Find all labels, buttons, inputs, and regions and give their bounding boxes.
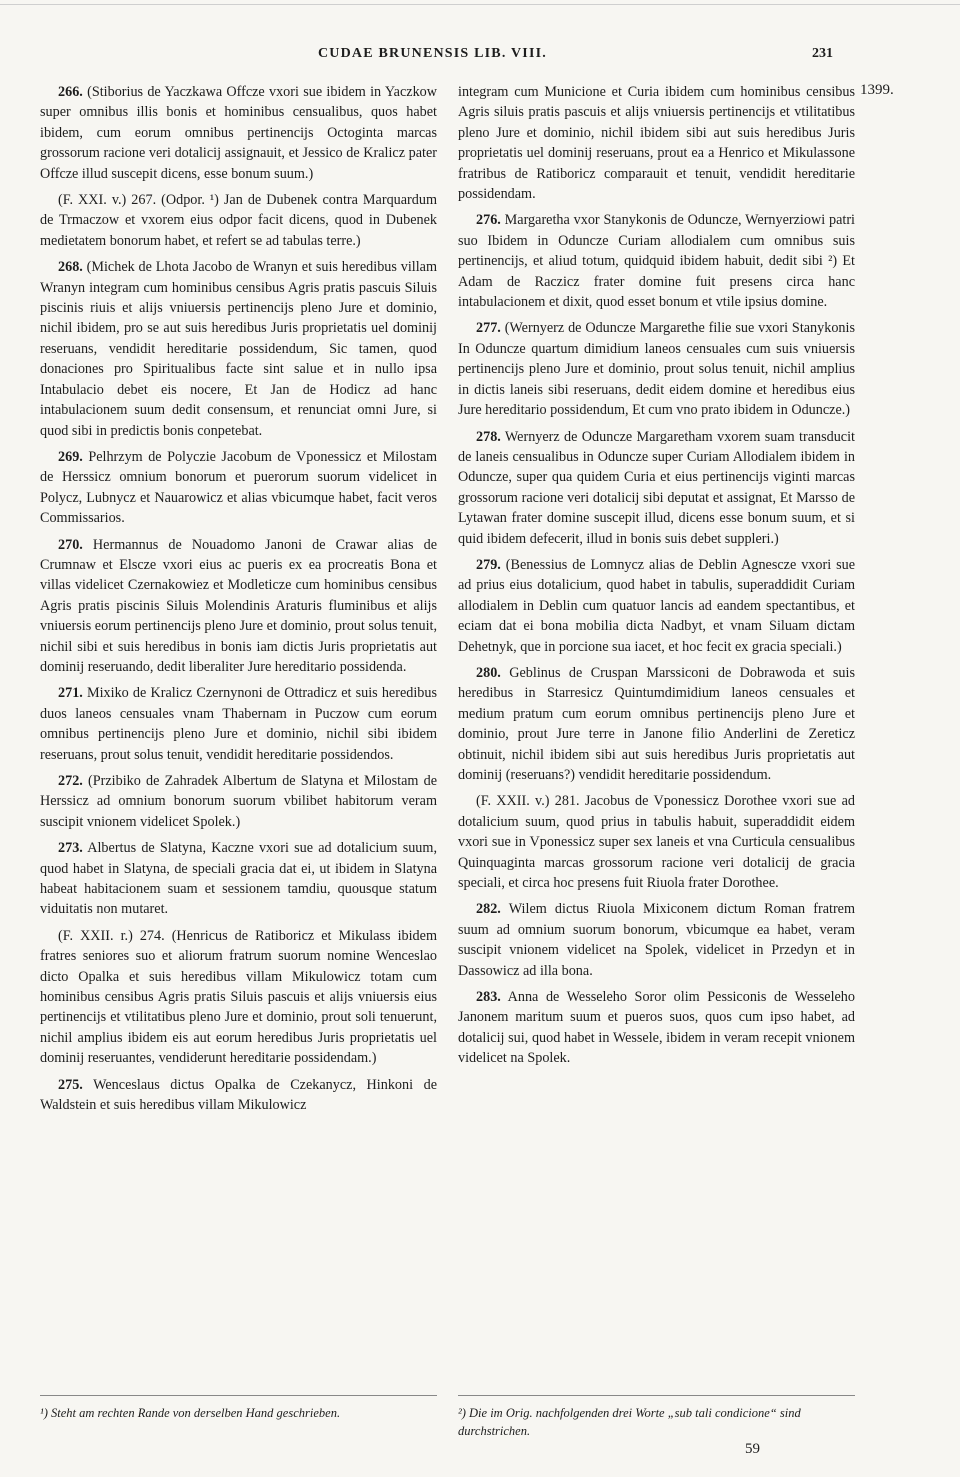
entry-paragraph bbox=[458, 987, 855, 1069]
entry-text: Wernyerz de Oduncze Margaretham vxorem suam transducit de laneis censualibus in Oduncze super Curiam Allodialem ibidem in Oduncze, super qua quidem Curia et eius pertinencijs viginti marcas grossorum racione veri dotalicij sibi deputat et assignat, Et Marsso de Lytawan frater domine suscepit illud, dicens esse bonum suum, et si quid ibidem defecerit, illud in bonis suis debet suppleri.) bbox=[458, 428, 855, 547]
entry-paragraph bbox=[458, 427, 855, 549]
entry-number: 280. bbox=[476, 664, 501, 681]
entry-paragraph bbox=[458, 210, 855, 312]
entry-text: (Benessius de Lomnycz alias de Deblin Agnescze vxori sue ad prius eius dotalicium, quod habet in tabulis, superaddidit Curiam allodialem in Deblin cum quatuor lancis ad eandem spectantibus, et eciam dat ei bona mobilia dicta Nadbyt, et vnam Siluam dictam Dehetnyk, que in porcione sua iacet, et hoc fecit ex gracia speciali.) bbox=[458, 556, 855, 655]
entry-text: Geblinus de Cruspan Marssiconi de Dobrawoda et suis heredibus in Starresicz Quintumdimidium laneos censuales et medium pratum cum eorum omnibus pertinencijs pleno Jure et dominio, prout Jure terre in Janone filio Anderlini de Zereticz obtinuit, nichil ibidem sibi aut suis heredibus Juris proprietatis aut dominij (reseruans?) vendidit hereditarie possidendum. bbox=[458, 664, 855, 783]
entry-paragraph bbox=[40, 82, 437, 184]
entry-text: Albertus de Slatyna, Kaczne vxori sue ad dotalicium suum, quod habet in Slatyna, de speciali gracia dat ei, ut ibidem in Slatyna habeat habitacionem suam et sessionem tamdiu, quousque statum viduitatis non mutaret. bbox=[40, 840, 437, 918]
left-column bbox=[40, 82, 437, 1122]
entry-number: 268. bbox=[58, 259, 83, 276]
entry-text: integram cum Municione et Curia ibidem cum hominibus censibus Agris siluis pratis pascuis et alijs vniuersis pertinencijs et vtilitatibus pleno Jure et dominio, nichil ibidem sibi aut suis heredibus Juris proprietatis uel dominij reseruans, prout ea a Henrico et Mikulassone fratribus de Ratiboricz comparauit et tenuit, vendidit hereditarie possidendam. bbox=[458, 84, 855, 203]
footnote-divider-right bbox=[458, 1395, 855, 1396]
entry-paragraph bbox=[458, 82, 855, 204]
entry-text: (F. XXII. r.) 274. (Henricus de Ratiboricz et Mikulass ibidem fratres seniores suo et aliorum fratrum suorum nomine Wenceslao dicto Opalka et suis heredibus villam Mikulowicz totam cum hominibus censibus Agris pratis Siluis pascuis et alijs vniuersis eius pertinencijs et vtilitatibus pleno Jure et dominio, prout soli tenuerunt, nichil amplius ibidem eis aut eorum heredibus Juris proprietatis uel dominij reseruantes, vendiderunt hereditarie possidendam.) bbox=[40, 927, 437, 1067]
entry-paragraph bbox=[40, 926, 437, 1069]
entry-paragraph bbox=[40, 683, 437, 765]
entry-paragraph bbox=[40, 771, 437, 832]
entry-text: Anna de Wesseleho Soror olim Pessiconis de Wesseleho Janonem maritum suum et pueros suos, quos cum ipso habet, ad dotalicij sui, quod habet in Wessele, ibidem in veram recepit vnionem videlicet na Spolek. bbox=[458, 989, 855, 1067]
entry-text: Margaretha vxor Stanykonis de Oduncze, Wernyerziowi patri suo Ibidem in Oduncze Curiam allodialem cum omnibus suis pertinencijs, et aliud totum, quidquid ibidem habuit, dedit sibi ²) Et Adam de Raczicz frater domine fuit presens circa hanc intabulacionem et dixit, quod esset bonum et vtile ipsius domine. bbox=[458, 212, 855, 311]
entry-number: 266. bbox=[58, 84, 83, 100]
running-title: CUDAE BRUNENSIS LIB. VIII. bbox=[318, 46, 547, 61]
page-number: 231 bbox=[812, 46, 833, 61]
entry-number: 275. bbox=[58, 1076, 83, 1093]
entry-text: (Michek de Lhota Jacobo de Wranyn et suis heredibus villam Wranyn integram cum hominibus censibus Agris pratis pascuis Siluis piscinis riuis et alijs vniuersis pertinencijs pleno Jure et dominio, nichil ibidem, pro se aut suis heredibus Juris proprietatis uel dominij reseruans, vendidit hereditarie possidendum, Sic tamen, quod donaciones pro Spiritualibus facte sint salue et in nullo ipsa Intabulacio debet eis nocere, Et Jan de Hodicz ad hanc intabulacionem suum dedit consensum, et renunciat omni Jure, si quod sibi in predictis bonis conpetebat. bbox=[40, 259, 437, 439]
entry-paragraph bbox=[458, 555, 855, 657]
footnote-divider-left bbox=[40, 1395, 437, 1396]
right-column bbox=[458, 82, 855, 1075]
margin-year: 1399. bbox=[860, 82, 894, 98]
entry-paragraph bbox=[458, 791, 855, 893]
entry-number: 272. bbox=[58, 773, 83, 789]
top-border-line bbox=[0, 4, 960, 5]
entry-paragraph bbox=[40, 447, 437, 529]
signature-mark: 59 bbox=[745, 1441, 760, 1457]
entry-text: (Stiborius de Yaczkawa Offcze vxori sue ibidem in Yaczkow super omnibus illis bonis et hominibus censualibus, quos habet ibidem, cum eorum omnibus pertinencijs Octoginta marcas grossorum racione veri dotalicij assignauit, et Jessico de Kralicz pater Offcze illud suscepit dicens, esse bonum suum.) bbox=[40, 84, 437, 182]
entry-number: 271. bbox=[58, 685, 83, 702]
entry-text: (F. XXI. v.) 267. (Odpor. ¹) Jan de Dubenek contra Marquardum de Trmaczow et vxorem eius odpor facit dicens, quod in Dubenek medietatem bonorum habet, et refert se ad tabulas terre.) bbox=[40, 192, 437, 249]
entry-text: Wenceslaus dictus Opalka de Czekanycz, Hinkoni de Waldstein et suis heredibus villam Mikulowicz bbox=[40, 1076, 437, 1114]
entry-paragraph bbox=[40, 1075, 437, 1116]
entry-text: (Wernyerz de Oduncze Margarethe filie sue vxori Stanykonis In Oduncze quartum dimidium laneos censuales cum suis vniuersis pertinencijs pleno Jure et dominio, prout solus tenuit, nichil amplius in dictis laneis sibi reseruans, dedit eidem domine et heredibus eius Jure hereditario possidendum, Et cum vno prato ibidem in Oduncze.) bbox=[458, 320, 855, 419]
footnote-2: ²) Die im Orig. nachfolgenden drei Worte „sub tali condicione“ sind durchstrichen. bbox=[458, 1406, 801, 1438]
entry-number: 278. bbox=[476, 428, 501, 445]
entry-text: Mixiko de Kralicz Czernynoni de Ottradicz et suis heredibus duos laneos censuales vnam Thabernam in Puczow cum eorum omnibus pertinencijs pleno Jure et dominio, nichil sibi ibidem reseruans, prout solus tenuit, vendidit hereditarie possidendos. bbox=[40, 685, 437, 763]
entry-paragraph bbox=[458, 663, 855, 785]
entry-paragraph bbox=[458, 899, 855, 981]
entry-text: (Przibiko de Zahradek Albertum de Slatyna et Milostam de Herssicz ad omnium bonorum suorum vbilibet habitorum veram suscipit vnionem videlicet Spolek.) bbox=[40, 773, 437, 830]
entry-number: 270. bbox=[58, 536, 83, 553]
entry-text: Wilem dictus Riuola Mixiconem dictum Roman fratrem suum ad omnium suorum bonorum, vbicumque ea habet, veram suscipit vnionem videlicet na Spolek, videlicet in Przedyn et in Dassowicz ad illa bona. bbox=[458, 901, 855, 979]
entry-paragraph bbox=[40, 838, 437, 920]
entry-number: 276. bbox=[476, 212, 501, 229]
entry-text: Pelhrzym de Polyczie Jacobum de Vponessicz et Milostam de Herssicz omnium bonorum et puerorum suorum videlicet in Polycz, Lubnycz et Nauarowicz et alias vbicumque habet, facit veros Commissarios. bbox=[40, 448, 437, 527]
entry-number: 277. bbox=[476, 320, 501, 337]
entry-paragraph bbox=[40, 257, 437, 441]
entry-paragraph bbox=[40, 190, 437, 251]
entry-number: 273. bbox=[58, 840, 83, 857]
entry-paragraph bbox=[40, 535, 437, 678]
entry-paragraph bbox=[458, 318, 855, 420]
entry-text: Hermannus de Nouadomo Janoni de Crawar alias de Crumnaw et Elscze vxori eius ac pueris ex ea procreatis Bona et villas videlicet Czernakowiez et Modleticze cum hominibus censibus Agris pratis piscinis Siluis Molendinis Araturis fluminibus et alijs vniuersis eorum pertinencijs pleno Jure et dominio, prout solus tenuit, nichil sibi et suis heredibus in bonis iam dictis Juris proprietatis aut dominij reseruando, dedit liberaliter Jure hereditario possidenda. bbox=[40, 536, 437, 675]
page-header bbox=[0, 46, 960, 68]
entry-number: 282. bbox=[476, 901, 501, 918]
footnote-1: ¹) Steht am rechten Rande von derselben Hand geschrieben. bbox=[40, 1406, 341, 1420]
entry-text: (F. XXII. v.) 281. Jacobus de Vponessicz Dorothee vxori sue ad dotalicium suum, quod prius in tabulis habuit, superaddidit eidem vxori sue in Vponessicz super sex laneis et vna Curticula censualibus Quinquaginta marcas grossorum racione veri dotalicij de gracia speciali, et circa hoc presens fuit Riuola frater Dorothee. bbox=[458, 793, 855, 892]
entry-number: 279. bbox=[476, 556, 501, 573]
entry-number: 283. bbox=[476, 989, 501, 1006]
entry-number: 269. bbox=[58, 448, 83, 465]
